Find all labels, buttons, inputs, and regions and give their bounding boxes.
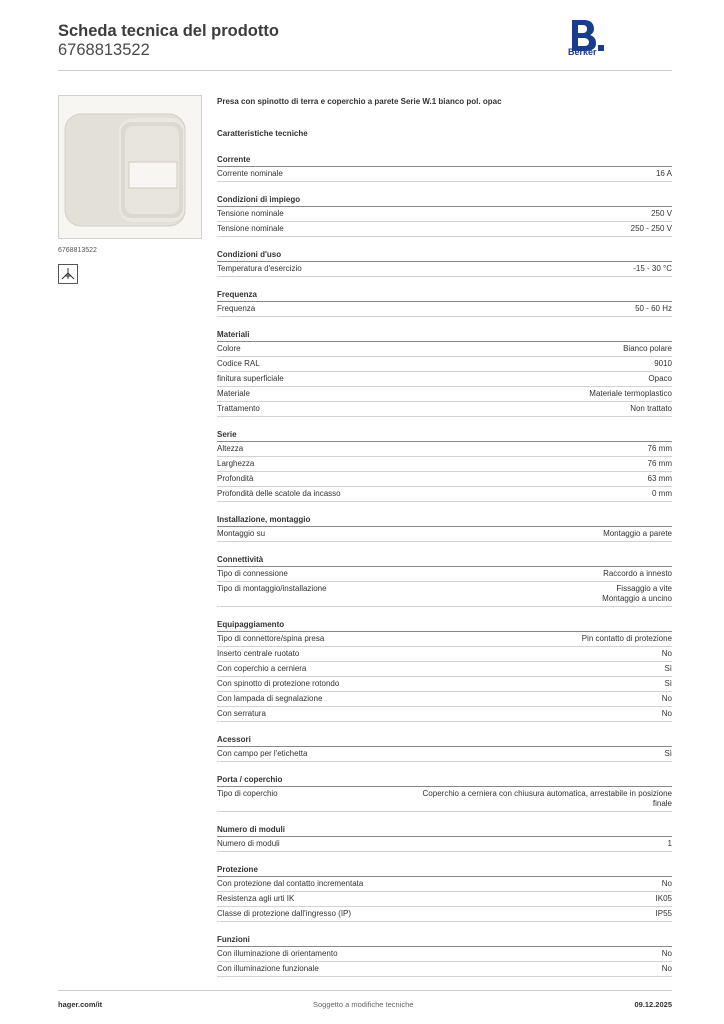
- page-footer: [58, 990, 672, 1015]
- spec-content: [217, 95, 672, 977]
- section-title: Numero di moduli: [217, 824, 672, 837]
- spec-section: [217, 289, 672, 317]
- spec-row: [217, 527, 672, 542]
- spec-label: Con spinotto di protezione rotondo: [217, 679, 340, 688]
- spec-row: [217, 947, 672, 962]
- spec-label: Montaggio su: [217, 529, 266, 538]
- product-sidebar: [58, 95, 200, 284]
- section-title: Materiali: [217, 329, 672, 342]
- spec-label: Tipo di coperchio: [217, 789, 278, 798]
- spec-value: Materiale termoplastico: [589, 389, 672, 398]
- spec-label: Con protezione dal contatto incrementata: [217, 879, 364, 888]
- spec-value: IK05: [655, 894, 672, 903]
- spec-value: 0 mm: [652, 489, 672, 498]
- spec-value: 50 - 60 Hz: [635, 304, 672, 313]
- spec-value: IP55: [655, 909, 672, 918]
- spec-row: [217, 222, 672, 237]
- page-header: [58, 20, 672, 71]
- spec-row: [217, 787, 672, 812]
- spec-value: Bianco polare: [623, 344, 672, 353]
- spec-label: Profondità delle scatole da incasso: [217, 489, 341, 498]
- spec-value: Sì: [664, 664, 672, 673]
- footer-website: hager.com/it: [58, 1000, 103, 1009]
- spec-label: Tipo di connettore/spina presa: [217, 634, 325, 643]
- spec-value: Sì: [664, 749, 672, 758]
- logo-text: Berker: [568, 47, 597, 57]
- spec-label: Con serratura: [217, 709, 266, 718]
- spec-label: Altezza: [217, 444, 244, 453]
- spec-value: -15 - 30 °C: [633, 264, 672, 273]
- spec-label: finitura superficiale: [217, 374, 284, 383]
- spec-row: [217, 262, 672, 277]
- spec-row: [217, 747, 672, 762]
- section-title: Condizioni di impiego: [217, 194, 672, 207]
- spec-value: No: [661, 964, 672, 973]
- spec-label: Resistenza agli urti IK: [217, 894, 295, 903]
- spec-row: [217, 357, 672, 372]
- spec-label: Numero di moduli: [217, 839, 280, 848]
- spec-section: [217, 249, 672, 277]
- spec-value: 250 - 250 V: [630, 224, 672, 233]
- spec-label: Tipo di connessione: [217, 569, 288, 578]
- spec-section: [217, 774, 672, 812]
- spec-label: Larghezza: [217, 459, 255, 468]
- spec-row: [217, 677, 672, 692]
- spec-section: [217, 194, 672, 237]
- footer-note: Soggetto a modifiche tecniche: [313, 1000, 414, 1009]
- spec-label: Codice RAL: [217, 359, 260, 368]
- ground-symbol-icon: [58, 264, 78, 284]
- spec-value: 1: [667, 839, 672, 848]
- spec-section: [217, 329, 672, 417]
- section-title: Connettività: [217, 554, 672, 567]
- spec-value: Non trattato: [630, 404, 672, 413]
- spec-row: [217, 662, 672, 677]
- spec-label: Profondità: [217, 474, 254, 483]
- spec-label: Temperatura d'esercizio: [217, 264, 302, 273]
- spec-value: No: [661, 694, 672, 703]
- section-title: Equipaggiamento: [217, 619, 672, 632]
- spec-section: [217, 864, 672, 922]
- spec-row: [217, 167, 672, 182]
- spec-label: Con coperchio a cerniera: [217, 664, 307, 673]
- section-title: Serie: [217, 429, 672, 442]
- spec-section: [217, 514, 672, 542]
- spec-row: [217, 302, 672, 317]
- product-name: Presa con spinotto di terra e coperchio a parete Serie W.1 bianco pol. opac: [217, 97, 502, 106]
- section-title: Installazione, montaggio: [217, 514, 672, 527]
- footer-date: 09.12.2025: [634, 1000, 672, 1009]
- spec-row: [217, 582, 672, 607]
- section-title: Acessori: [217, 734, 672, 747]
- section-title: Condizioni d'uso: [217, 249, 672, 262]
- spec-row: [217, 472, 672, 487]
- spec-row: [217, 892, 672, 907]
- article-number: 6768813522: [58, 247, 97, 254]
- spec-value: 76 mm: [647, 459, 672, 468]
- spec-label: Materiale: [217, 389, 250, 398]
- spec-label: Frequenza: [217, 304, 256, 313]
- spec-value: No: [661, 649, 672, 658]
- spec-value: Sì: [664, 679, 672, 688]
- spec-label: Con lampada di segnalazione: [217, 694, 323, 703]
- spec-row: [217, 372, 672, 387]
- spec-value: Montaggio a parete: [603, 529, 672, 538]
- spec-label: Trattamento: [217, 404, 260, 413]
- spec-value: Coperchio a cerniera con chiusura automatica, arrestabile in posizione finale: [422, 789, 672, 808]
- spec-section: [217, 154, 672, 182]
- spec-section: [217, 934, 672, 977]
- spec-value: Opaco: [648, 374, 672, 383]
- section-title: Porta / coperchio: [217, 774, 672, 787]
- spec-label: Con illuminazione di orientamento: [217, 949, 338, 958]
- section-title: Corrente: [217, 154, 672, 167]
- spec-value: 250 V: [651, 209, 672, 218]
- spec-row: [217, 487, 672, 502]
- spec-value: 9010: [654, 359, 672, 368]
- spec-label: Inserto centrale ruotato: [217, 649, 300, 658]
- spec-value: 63 mm: [647, 474, 672, 483]
- spec-label: Corrente nominale: [217, 169, 283, 178]
- spec-value: No: [661, 709, 672, 718]
- spec-value: No: [661, 879, 672, 888]
- spec-label: Tipo di montaggio/installazione: [217, 584, 327, 593]
- spec-row: [217, 877, 672, 892]
- spec-section: [217, 734, 672, 762]
- spec-value: 76 mm: [647, 444, 672, 453]
- spec-label: Classe di protezione dall'ingresso (IP): [217, 909, 352, 918]
- spec-row: [217, 567, 672, 582]
- spec-value: Pin contatto di protezione: [581, 634, 672, 643]
- spec-row: [217, 402, 672, 417]
- spec-row: [217, 207, 672, 222]
- spec-row: [217, 442, 672, 457]
- spec-row: [217, 387, 672, 402]
- spec-section: [217, 824, 672, 852]
- page-title: Scheda tecnica del prodotto: [58, 22, 279, 40]
- section-title: Funzioni: [217, 934, 672, 947]
- spec-label: Con illuminazione funzionale: [217, 964, 319, 973]
- spec-row: [217, 837, 672, 852]
- spec-value: Raccordo a innesto: [603, 569, 672, 578]
- product-image: [58, 95, 202, 239]
- spec-label: Con campo per l'etichetta: [217, 749, 308, 758]
- spec-row: [217, 907, 672, 922]
- spec-value: 16 A: [655, 169, 672, 178]
- spec-value: Fissaggio a vite Montaggio a uncino: [602, 584, 672, 603]
- spec-row: [217, 692, 672, 707]
- spec-label: Colore: [217, 344, 241, 353]
- spec-row: [217, 457, 672, 472]
- spec-label: Tensione nominale: [217, 209, 284, 218]
- spec-value: No: [661, 949, 672, 958]
- page-subtitle: 6768813522: [58, 41, 150, 59]
- spec-row: [217, 647, 672, 662]
- spec-section: [217, 429, 672, 502]
- spec-section: [217, 554, 672, 607]
- spec-section: [217, 619, 672, 722]
- specs-heading: Caratteristiche tecniche: [217, 129, 308, 138]
- spec-sections: [217, 154, 672, 977]
- spec-row: [217, 962, 672, 977]
- spec-label: Tensione nominale: [217, 224, 284, 233]
- spec-row: [217, 707, 672, 722]
- section-title: Protezione: [217, 864, 672, 877]
- spec-row: [217, 632, 672, 647]
- spec-row: [217, 342, 672, 357]
- section-title: Frequenza: [217, 289, 672, 302]
